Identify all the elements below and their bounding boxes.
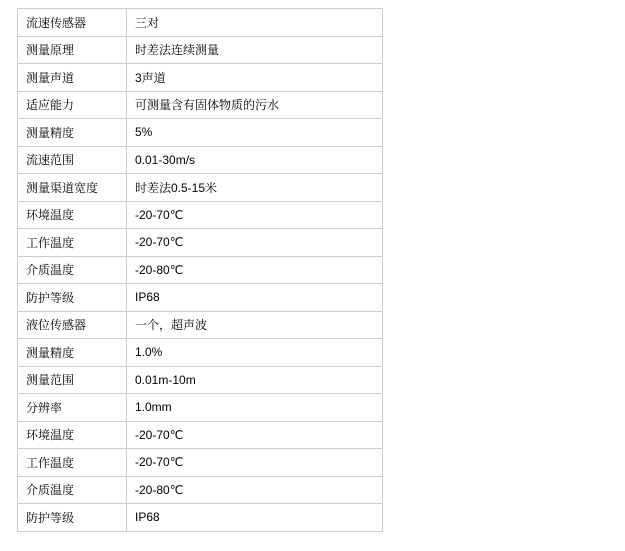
spec-label-cell: 工作温度 — [18, 449, 127, 477]
spec-value-cell: -20-80℃ — [127, 256, 383, 284]
spec-row — [18, 256, 383, 284]
spec-row — [18, 476, 383, 504]
spec-value-cell: 时差法0.5-15米 — [127, 174, 383, 202]
spec-row — [18, 9, 383, 37]
spec-label-cell: 介质温度 — [18, 256, 127, 284]
spec-value-cell: -20-80℃ — [127, 476, 383, 504]
spec-row — [18, 146, 383, 174]
spec-row — [18, 36, 383, 64]
spec-label-cell: 测量精度 — [18, 339, 127, 367]
spec-label-cell: 分辨率 — [18, 394, 127, 422]
spec-label-cell: 测量声道 — [18, 64, 127, 92]
spec-label-cell: 工作温度 — [18, 229, 127, 257]
spec-row — [18, 91, 383, 119]
spec-row — [18, 229, 383, 257]
spec-value-cell: 一个，超声波 — [127, 311, 383, 339]
spec-value-cell: 可测量含有固体物质的污水 — [127, 91, 383, 119]
spec-label-cell: 环境温度 — [18, 201, 127, 229]
spec-label-cell: 流速范围 — [18, 146, 127, 174]
spec-value-cell: -20-70℃ — [127, 201, 383, 229]
spec-row — [18, 394, 383, 422]
spec-value-cell: -20-70℃ — [127, 449, 383, 477]
spec-value-cell: 1.0% — [127, 339, 383, 367]
spec-label-cell: 防护等级 — [18, 284, 127, 312]
spec-label-cell: 流速传感器 — [18, 9, 127, 37]
spec-value-cell: 时差法连续测量 — [127, 36, 383, 64]
spec-value-cell: IP68 — [127, 284, 383, 312]
spec-table — [17, 8, 383, 532]
spec-row — [18, 284, 383, 312]
spec-value-cell: 0.01m-10m — [127, 366, 383, 394]
spec-label-cell: 测量原理 — [18, 36, 127, 64]
spec-label-cell: 测量范围 — [18, 366, 127, 394]
spec-value-cell: 5% — [127, 119, 383, 147]
spec-row — [18, 119, 383, 147]
spec-row — [18, 504, 383, 532]
spec-row — [18, 449, 383, 477]
spec-row — [18, 339, 383, 367]
spec-value-cell: -20-70℃ — [127, 229, 383, 257]
spec-value-cell: 0.01-30m/s — [127, 146, 383, 174]
spec-row — [18, 421, 383, 449]
spec-row — [18, 174, 383, 202]
spec-row — [18, 311, 383, 339]
spec-value-cell: IP68 — [127, 504, 383, 532]
spec-value-cell: 1.0mm — [127, 394, 383, 422]
spec-value-cell: 3声道 — [127, 64, 383, 92]
spec-label-cell: 液位传感器 — [18, 311, 127, 339]
spec-table-body — [18, 9, 383, 532]
spec-label-cell: 适应能力 — [18, 91, 127, 119]
spec-value-cell: -20-70℃ — [127, 421, 383, 449]
spec-label-cell: 测量渠道宽度 — [18, 174, 127, 202]
spec-label-cell: 环境温度 — [18, 421, 127, 449]
spec-label-cell: 测量精度 — [18, 119, 127, 147]
spec-row — [18, 366, 383, 394]
spec-row — [18, 64, 383, 92]
spec-row — [18, 201, 383, 229]
spec-value-cell: 三对 — [127, 9, 383, 37]
spec-label-cell: 介质温度 — [18, 476, 127, 504]
spec-label-cell: 防护等级 — [18, 504, 127, 532]
